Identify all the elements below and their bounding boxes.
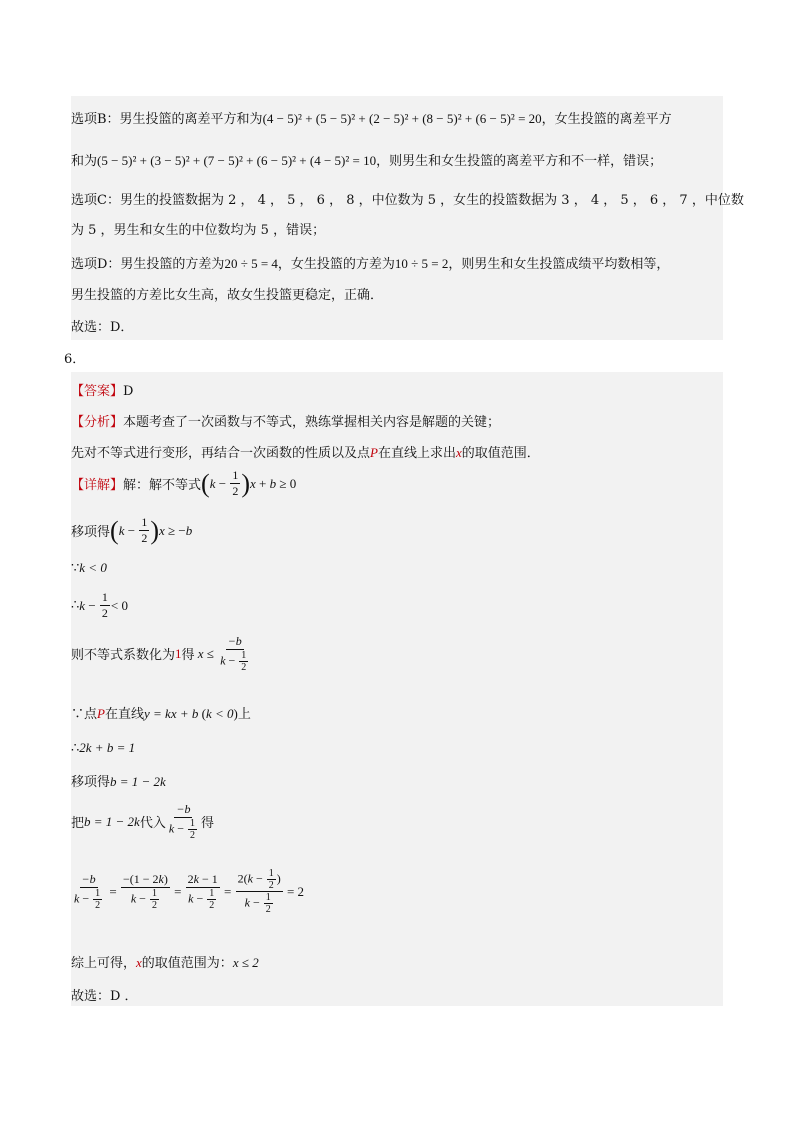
detail-label: 【详解】 (71, 478, 124, 493)
q6-computation (71, 868, 304, 915)
step-sub-c: 代入 (139, 816, 166, 831)
q5-solution-box (71, 96, 723, 340)
minus-sign2: − (124, 522, 139, 538)
because-symbol2: ∵ (71, 707, 85, 722)
q5-option-b-mid: ，女生投篮的离差平方 (541, 112, 672, 127)
q6-step-point (71, 703, 251, 722)
analysis-label: 【分析】 (71, 415, 124, 430)
q5-option-c-text2: 为 5 ，男生和女生的中位数均为 5 ，错误； (71, 223, 326, 238)
step-move-text: 移项得 (71, 525, 111, 540)
fraction-neg-b-den: k − $\frac{1}{2}$ (220, 650, 247, 673)
fraction-den3: 2 (101, 606, 108, 620)
step-sub-d: 得 (200, 816, 214, 831)
answer-value: D (123, 384, 134, 399)
equals3: = (220, 883, 235, 899)
step-point-p: P (97, 706, 105, 721)
analysis-var-x: x (455, 445, 462, 460)
q5-option-b2-suffix: ，则男生和女生投篮的离差平方和不一样，错误； (376, 154, 663, 169)
analysis-text: 本题考查了一次函数与不等式，熟练掌握相关内容是解题的关键； (123, 415, 501, 430)
q5-option-d-mid: ，女生投篮的方差为 (277, 257, 395, 272)
fraction-neg-b-num: −b (227, 634, 242, 648)
fraction-num2: 1 (141, 515, 148, 529)
q5-option-c-line1 (71, 189, 744, 208)
q6-step-coef (71, 634, 252, 673)
paren-close2: ) (150, 515, 159, 545)
equals1: = (106, 883, 120, 899)
equals-two: = 2 (283, 883, 305, 899)
step-move-tail: x ≥ −b (158, 522, 193, 538)
answer-label: 【答案】 (71, 384, 124, 399)
paren-open: ( (201, 468, 210, 498)
q5-option-b-line2 (71, 150, 662, 169)
less-than-zero: < 0 (110, 597, 128, 613)
step-point-b: 在直线 (104, 707, 144, 722)
q5-option-b2-prefix: 和为 (71, 154, 98, 169)
q6-step-kneg (71, 560, 107, 576)
step-point-eq: y = kx + b (144, 706, 199, 721)
q6-detail (71, 468, 296, 499)
minus-sign: − (215, 475, 230, 491)
step-point-cond: k < 0 (205, 706, 234, 721)
q6-number (64, 348, 85, 367)
final-result: x ≤ 2 (232, 955, 259, 970)
q6-final (71, 952, 259, 971)
equals2: = (170, 883, 185, 899)
q5-option-d-prefix: 选项D：男生投篮的方差为 (71, 257, 225, 272)
x-le: x ≤ (194, 645, 218, 661)
q5-option-d-line1 (71, 253, 669, 272)
minus-sign3: − (85, 597, 99, 613)
fraction-num: 1 (232, 468, 239, 482)
k-var3: k (79, 597, 86, 613)
final-choice-text: 故选：D ． (71, 989, 138, 1004)
therefore-symbol2: ∴ (71, 741, 80, 756)
q5-option-c-text1: 选项C：男生的投篮数据为 2 ， 4 ， 5 ， 6 ， 8 ，中位数为 5 ，女生的投篮数据为 3 ， 4 ， 5 ， 6 ， 7 ，中位数 (71, 193, 744, 208)
final-mid: 的取值范围为： (141, 956, 233, 971)
step-coef-text: 则不等式系数化为 (71, 648, 176, 663)
paren-open2: ( (110, 515, 119, 545)
fraction-half (230, 468, 240, 499)
step-b-expr: b = 1 − 2k (110, 774, 166, 789)
q5-conclusion-text: 故选：D． (71, 320, 134, 335)
final-x: x (136, 955, 142, 970)
fraction-half2 (139, 515, 149, 546)
therefore-symbol: ∴ (71, 598, 80, 613)
q6-step-sub (71, 802, 214, 841)
analysis-line2-a: 先对不等式进行变形，再结合一次函数的性质以及点 (71, 446, 371, 461)
q6-step-k-half (71, 590, 128, 621)
q5-conclusion (71, 316, 133, 335)
fraction-neg-b (218, 634, 251, 673)
q5-option-b2-expr: (5 − 5)² + (3 − 5)² + (7 − 5)² + (6 − 5)² + (4 − 5)² = 10 (97, 153, 377, 168)
detail-text: 解：解不等式 (123, 478, 202, 493)
fraction-half3 (100, 590, 110, 621)
calc-frac3: 2k − 1 k − $\frac{1}{2}$ (187, 872, 218, 911)
fraction-neg-b2-den: k − $\frac{1}{2}$ (168, 818, 195, 841)
step-move2-text: 移项得 (71, 775, 111, 790)
q5-option-b-line1 (71, 108, 672, 127)
step-coef-one: 1 (175, 645, 182, 661)
step-eq1-expr: 2k + b = 1 (79, 740, 136, 755)
step-sub-a: 把 (71, 816, 85, 831)
q6-step-move2 (71, 771, 166, 790)
step-sub-b: b = 1 − 2k (84, 813, 140, 829)
q6-analysis (71, 411, 500, 430)
analysis-line2-b: 在直线上求出 (377, 446, 456, 461)
q5-option-d-line2 (71, 284, 383, 303)
k-var: k (209, 475, 216, 491)
fraction-neg-b2-num: −b (176, 802, 191, 816)
calc-frac4: 2(k − $\frac{1}{2}$ ) k − $\frac{1}{2}$ (237, 868, 281, 915)
analysis-line2-c: 的取值范围． (461, 446, 540, 461)
paren-cond-close: ) (233, 706, 238, 721)
step-coef-get: 得 (181, 648, 195, 663)
q5-option-d-expr1: 20 ÷ 5 = 4 (224, 256, 278, 271)
q5-option-d-text2: 男生投篮的方差比女生高，故女生投篮更稳定，正确． (71, 288, 384, 303)
step-point-a: 点 (84, 707, 98, 722)
fraction-den2: 2 (141, 531, 148, 545)
q5-option-b-expr: (4 − 5)² + (5 − 5)² + (2 − 5)² + (8 − 5)² + (6 − 5)² = 20 (262, 111, 542, 126)
q6-answer (71, 380, 133, 399)
calc-frac1: −b k − $\frac{1}{2}$ (74, 872, 101, 911)
q6-final-choice (71, 985, 138, 1004)
q6-number-text: 6． (64, 352, 86, 367)
q5-option-d-expr2: 10 ÷ 5 = 2 (394, 256, 449, 271)
q5-option-c-line2 (71, 219, 325, 238)
analysis-point-p: P (370, 445, 378, 460)
paren-cond-open: ( (198, 706, 206, 721)
q6-analysis-line2 (71, 442, 540, 461)
q5-option-d-suffix: ，则男生和女生投篮成绩平均数相等， (448, 257, 670, 272)
step-point-c: 上 (237, 707, 251, 722)
q5-option-b-prefix: 选项B：男生投篮的离差平方和为 (71, 112, 263, 127)
final-text: 综上可得， (71, 956, 137, 971)
step-kneg-expr: k < 0 (79, 560, 107, 575)
q6-step-move (71, 515, 192, 546)
paren-close: ) (241, 468, 250, 498)
detail-tail: x + b ≥ 0 (250, 475, 297, 491)
q6-step-eq1 (71, 740, 135, 756)
fraction-den: 2 (232, 484, 239, 498)
fraction-num3: 1 (101, 590, 108, 604)
calc-frac2: −(1 − 2k) k − $\frac{1}{2}$ (122, 872, 168, 911)
because-symbol: ∵ (71, 561, 80, 576)
k-var2: k (118, 522, 125, 538)
fraction-neg-b2 (167, 802, 200, 841)
